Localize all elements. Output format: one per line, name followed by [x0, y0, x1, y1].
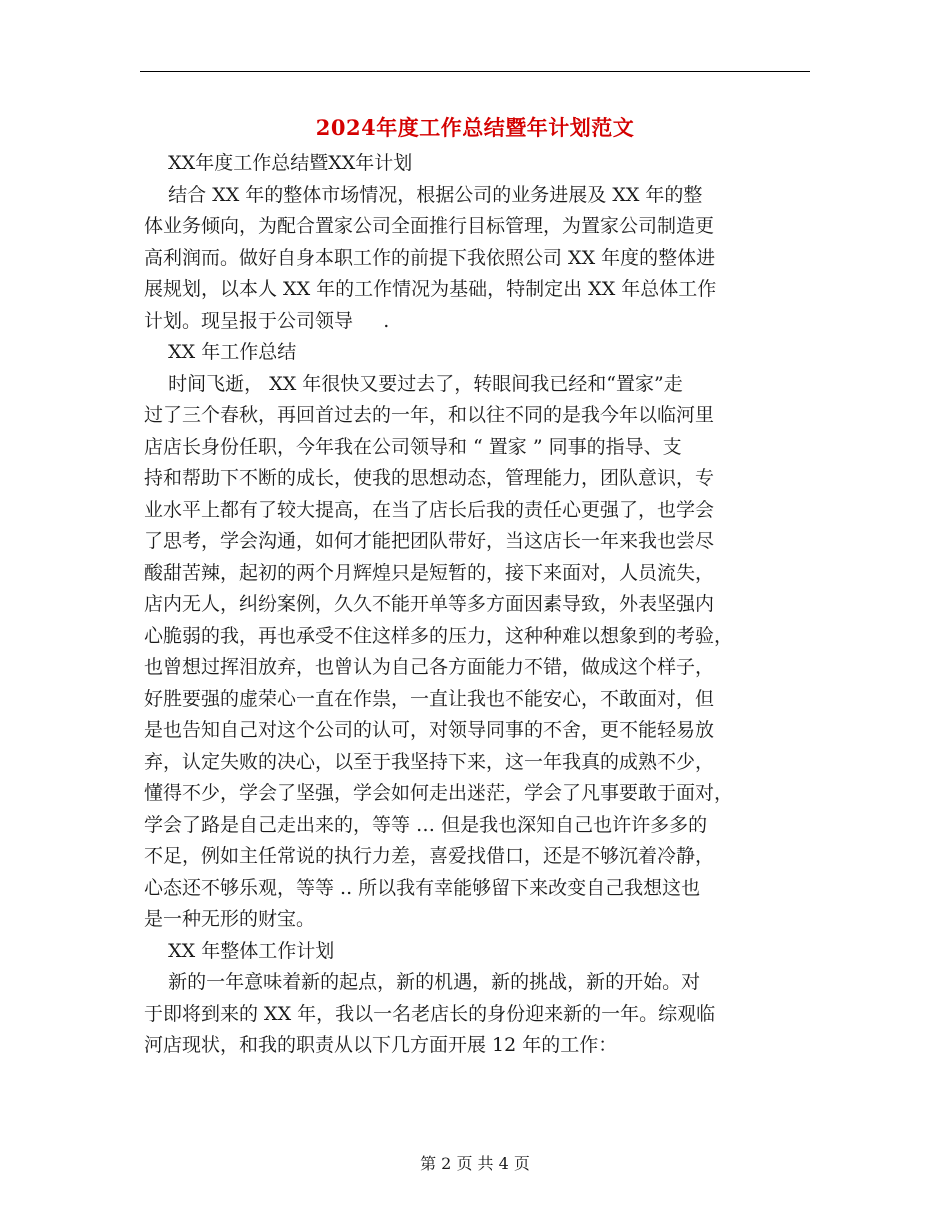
- body-line: 新的一年意味着新的起点，新的机遇，新的挑战，新的开始。对: [144, 971, 701, 993]
- body-line: 结合 XX 年的整体市场情况，根据公司的业务进展及 XX 年的整: [144, 183, 703, 206]
- body-line: 过了三个春秋，再回首过去的一年，和以往不同的是我今年以临河里: [144, 404, 715, 426]
- body-line: 也曾想过挥泪放弃，也曾认为自己各方面能力不错，做成这个样子，: [144, 656, 715, 678]
- body-line: 体业务倾向，为配合置家公司全面推行目标管理，为置家公司制造更: [144, 215, 715, 237]
- body-line: 好胜要强的虚荣心一直在作祟，一直让我也不能安心，不敢面对，但: [144, 687, 715, 710]
- body-line: 时间飞逝， XX 年很快又要过去了，转眼间我已经和“置家”走: [144, 372, 683, 395]
- body-line: 懂得不少，学会了坚强，学会如何走出迷茫，学会了凡事要敢于面对，: [144, 782, 734, 804]
- body-line: 店内无人，纠纷案例，久久不能开单等多方面因素导致，外表坚强内: [144, 593, 715, 615]
- document-title: 2024年度工作总结暨年计划范文: [315, 115, 635, 140]
- body-line: 酸甜苦辣，起初的两个月辉煌只是短暂的，接下来面对，人员流失，: [144, 561, 715, 584]
- body-line: 业水平上都有了较大提高，在当了店长后我的责任心更强了，也学会: [144, 498, 715, 521]
- body-line: 是一种无形的财宝。: [144, 908, 316, 930]
- body-line: 了思考，学会沟通，如何才能把团队带好，当这店长一年来我也尝尽: [144, 530, 715, 552]
- body-line: 是也告知自己对这个公司的认可，对领导同事的不舍，更不能轻易放: [144, 719, 715, 741]
- body-line: 计划。现呈报于公司领导 .: [144, 309, 390, 332]
- body-line: XX年度工作总结暨XX年计划: [144, 152, 413, 174]
- page-number-footer: 第 2 页 共 4 页: [420, 1154, 530, 1173]
- body-line: 展规划，以本人 XX 年的工作情况为基础，特制定出 XX 年总体工作: [144, 278, 717, 300]
- document-body: [144, 148, 808, 1062]
- body-line: 心脆弱的我，再也承受不住这样多的压力，这种种难以想象到的考验，: [144, 624, 734, 647]
- body-line: 心态还不够乐观，等等 .. 所以我有幸能够留下来改变自己我想这也: [144, 876, 701, 899]
- body-line: XX 年整体工作计划: [144, 939, 335, 962]
- body-line: 河店现状，和我的职责从以下几方面开展 12 年的工作：: [144, 1034, 618, 1056]
- body-line: 店店长身份任职，今年我在公司领导和 “ 置家 ” 同事的指导、支: [144, 435, 682, 458]
- body-line: XX 年工作总结: [144, 341, 297, 363]
- body-line: 持和帮助下不断的成长，使我的思想动态，管理能力，团队意识，专: [144, 467, 715, 489]
- body-line: 学会了路是自己走出来的，等等 … 但是我也深知自己也许许多多的: [144, 813, 708, 836]
- body-line: 不足，例如主任常说的执行力差，喜爱找借口，还是不够沉着冷静，: [144, 845, 715, 867]
- body-line: 于即将到来的 XX 年，我以一名老店长的身份迎来新的一年。综观临: [144, 1002, 716, 1025]
- header-rule: [140, 71, 810, 72]
- body-line: 高利润而。做好自身本职工作的前提下我依照公司 XX 年度的整体进: [144, 246, 716, 269]
- body-line: 弃，认定失败的决心，以至于我坚持下来，这一年我真的成熟不少，: [144, 750, 715, 773]
